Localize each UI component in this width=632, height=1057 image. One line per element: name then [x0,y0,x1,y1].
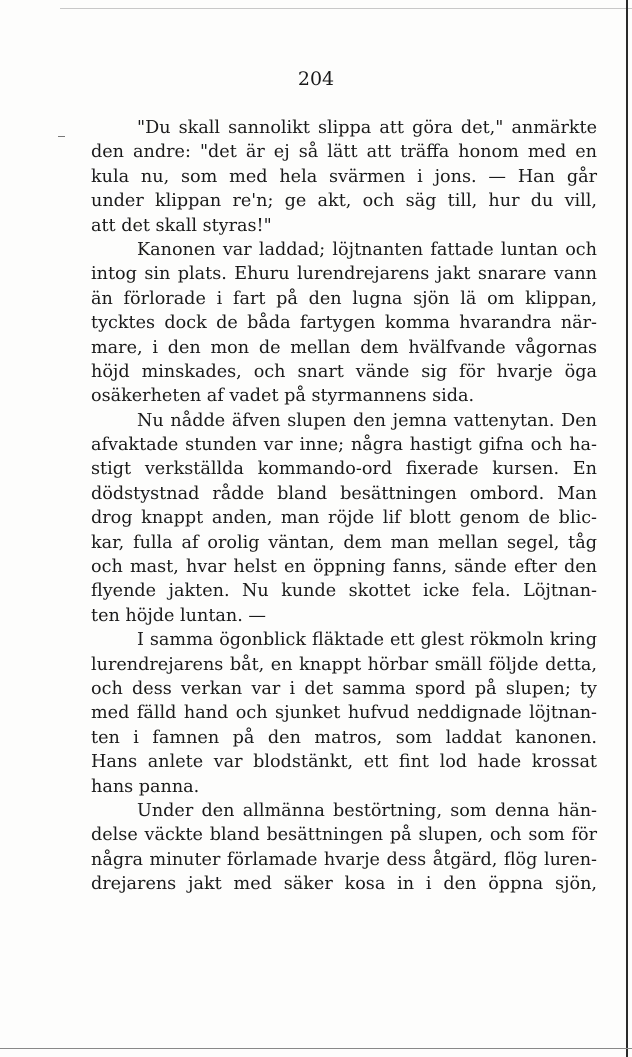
text-line: några minuter förlamade hvarje dess åtgärd, flög luren- [91,849,597,870]
body-text [91,116,597,897]
page-right-edge [626,0,628,1057]
text-line: kula nu, som med hela svärmen i jons. — Han går [91,166,597,187]
page-number: 204 [297,68,335,90]
text-line: drejarens jakt med säker kosa in i den öppna sjön, [91,874,597,895]
page-bottom-edge [0,1048,632,1049]
text-line: hans panna. [91,776,200,797]
text-line: osäkerheten af vadet på styrmannens sida. [91,386,475,407]
text-line: Kanonen var laddad; löjtnanten fattade luntan och [137,239,597,260]
text-line: Under den allmänna bestörtning, som denna hän- [137,800,597,821]
text-line: den andre: "det är ej så lätt att träffa honom med en [91,142,597,163]
text-line: ten höjde luntan. — [91,605,267,626]
text-line: delse väckte bland besättningen på slupen, och som för [91,825,597,846]
text-line: och dess verkan var i det samma spord på slupen; ty [91,678,597,699]
text-line: under klippan re'n; ge akt, och säg till, hur du vill, [91,191,597,212]
text-line: mare, i den mon de mellan dem hvälfvande vågornas [91,337,597,358]
text-line: I samma ögonblick fläktade ett glest rökmoln kring [137,630,597,651]
text-line: stigt verkställda kommando-ord fixerade kursen. En [91,459,597,480]
page-top-edge [60,8,632,9]
text-line: och mast, hvar helst en öppning fanns, sände efter den [91,557,597,578]
text-line: att det skall styras!" [91,215,272,236]
text-line: ten i famnen på den matros, som laddat kanonen. [91,727,597,748]
text-line: drog knappt anden, man röjde lif blott genom de blic- [91,508,597,529]
text-line: Nu nådde äfven slupen den jemna vattenytan. Den [137,410,597,431]
text-line: lurendrejarens båt, en knappt hörbar smäll följde detta, [91,654,597,675]
text-line: intog sin plats. Ehuru lurendrejarens jakt snarare vann [91,264,597,285]
text-line: Hans anlete var blodstänkt, ett fint lod hade krossat [91,752,597,773]
margin-mark [58,136,65,137]
text-line: kar, fulla af orolig väntan, dem man mellan segel, tåg [91,532,597,553]
text-line: med fälld hand och sjunket hufvud neddignade löjtnan- [91,703,597,724]
text-line: flyende jakten. Nu kunde skottet icke fela. Löjtnan- [91,581,597,602]
text-line: tycktes dock de båda fartygen komma hvarandra när- [91,313,597,334]
text-line: än förlorade i fart på den lugna sjön lä om klippan, [91,288,597,309]
text-line: "Du skall sannolikt slippa att göra det," anmärkte [137,118,597,138]
text-line: dödstystnad rådde bland besättningen ombord. Man [91,483,597,504]
text-line: afvaktade stunden var inne; några hastigt gifna och ha- [91,435,597,456]
text-line: höjd minskades, och snart vände sig för hvarje öga [91,361,597,382]
